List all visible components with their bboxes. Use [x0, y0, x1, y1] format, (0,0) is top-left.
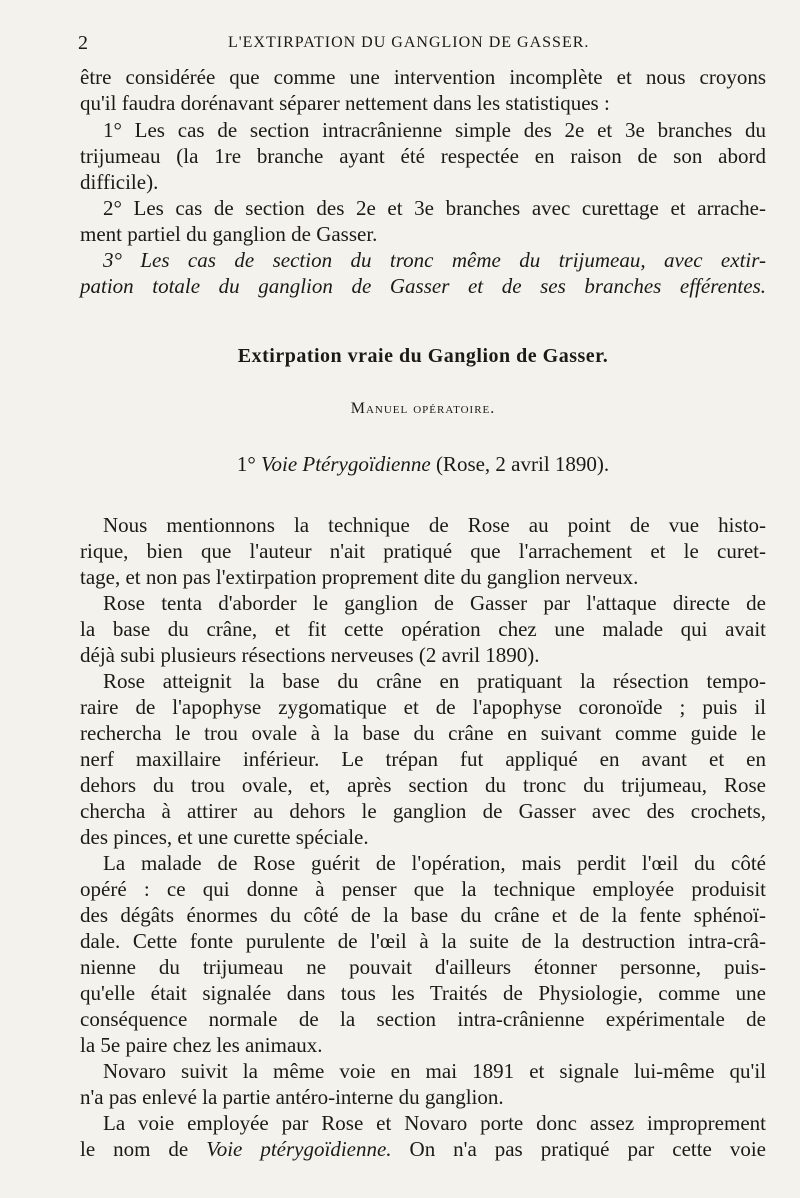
text-line: des dégâts énormes du côté de la base du crâne et de la fente sphénoï- [80, 903, 766, 927]
text-line: conséquence normale de la section intra-crânienne expérimentale de [80, 1007, 766, 1031]
text-line: Rose tenta d'aborder le ganglion de Gasser par l'attaque directe de [103, 591, 766, 615]
text-fragment: On n'a pas pratiqué par cette voie [391, 1137, 767, 1161]
page-number: 2 [78, 32, 89, 54]
text-line: n'a pas enlevé la partie antéro-interne du ganglion. [80, 1085, 504, 1109]
subsection-title: Voie Ptérygoïdienne [260, 452, 431, 476]
subsection-reference: (Rose, 2 avril 1890). [435, 452, 610, 476]
list-item-2-line: 2° Les cas de section des 2e et 3e branches avec curettage et arrache- [103, 196, 766, 220]
text-line: rique, bien que l'auteur n'ait pratiqué que l'arrachement et le curet- [80, 539, 766, 563]
running-head [78, 32, 768, 58]
section-heading: Extirpation vraie du Ganglion de Gasser. [237, 345, 609, 367]
text-line: qu'il faudra dorénavant séparer nettement dans les statistiques : [80, 91, 610, 115]
list-item-2-line: ment partiel du ganglion de Gasser. [80, 222, 378, 246]
text-line: dehors du trou ovale, et, après section du tronc du trijumeau, Rose [80, 773, 766, 797]
text-line: chercha à attirer au dehors le ganglion de Gasser avec des crochets, [80, 799, 766, 823]
subsection-heading [80, 452, 766, 477]
text-line: déjà subi plusieurs résections nerveuses (2 avril 1890). [80, 643, 540, 667]
list-item-3-line: 3° Les cas de section du tronc même du trijumeau, avec extir- [103, 248, 766, 272]
text-line: nerf maxillaire inférieur. Le trépan fut appliqué en avant et en [80, 747, 766, 771]
subsection-number: 1° [236, 452, 256, 476]
text-line [80, 1136, 766, 1162]
subheading: Manuel opératoire. [350, 400, 496, 417]
text-fragment: le nom de [80, 1137, 207, 1161]
text-line: Rose atteignit la base du crâne en pratiquant la résection tempo- [103, 669, 766, 693]
text-line: La malade de Rose guérit de l'opération, mais perdit l'œil du côté [103, 851, 766, 875]
text-line: dale. Cette fonte purulente de l'œil à la suite de la destruction intra-crâ- [80, 929, 766, 953]
text-line: la 5e paire chez les animaux. [80, 1033, 323, 1057]
text-line: La voie employée par Rose et Novaro porte donc assez improprement [103, 1111, 766, 1135]
text-line: opéré : ce qui donne à penser que la technique employée produisit [80, 877, 766, 901]
list-item-1-line: trijumeau (la 1re branche ayant été respectée en raison de son abord [80, 144, 766, 168]
text-line: Novaro suivit la même voie en mai 1891 et signale lui-même qu'il [103, 1059, 766, 1083]
list-item-3-line: pation totale du ganglion de Gasser et de ses branches efférentes. [80, 274, 766, 298]
text-line: tage, et non pas l'extirpation proprement dite du ganglion nerveux. [80, 565, 639, 589]
text-line: des pinces, et une curette spéciale. [80, 825, 369, 849]
text-line: la base du crâne, et fit cette opération chez une malade qui avait [80, 617, 766, 641]
text-line: être considérée que comme une intervention incomplète et nous croyons [80, 65, 766, 89]
margin-stamp-mark [2, 360, 72, 520]
text-line: raire de l'apophyse zygomatique et de l'apophyse coronoïde ; puis il [80, 695, 766, 719]
list-item-1-line: difficile). [80, 170, 159, 194]
text-line: Nous mentionnons la technique de Rose au point de vue histo- [103, 513, 766, 537]
text-line: qu'elle était signalée dans tous les Traités de Physiologie, comme une [80, 981, 766, 1005]
running-title: L'EXTIRPATION DU GANGLION DE GASSER. [228, 34, 590, 51]
list-item-1-line: 1° Les cas de section intracrânienne simple des 2e et 3e branches du [103, 118, 766, 142]
text-fragment-italic: Voie ptérygoïdienne. [206, 1137, 392, 1161]
text-line: nienne du trijumeau ne pouvait d'ailleurs étonner personne, puis- [80, 955, 766, 979]
text-line: rechercha le trou ovale à la base du crâne en suivant comme guide le [80, 721, 766, 745]
